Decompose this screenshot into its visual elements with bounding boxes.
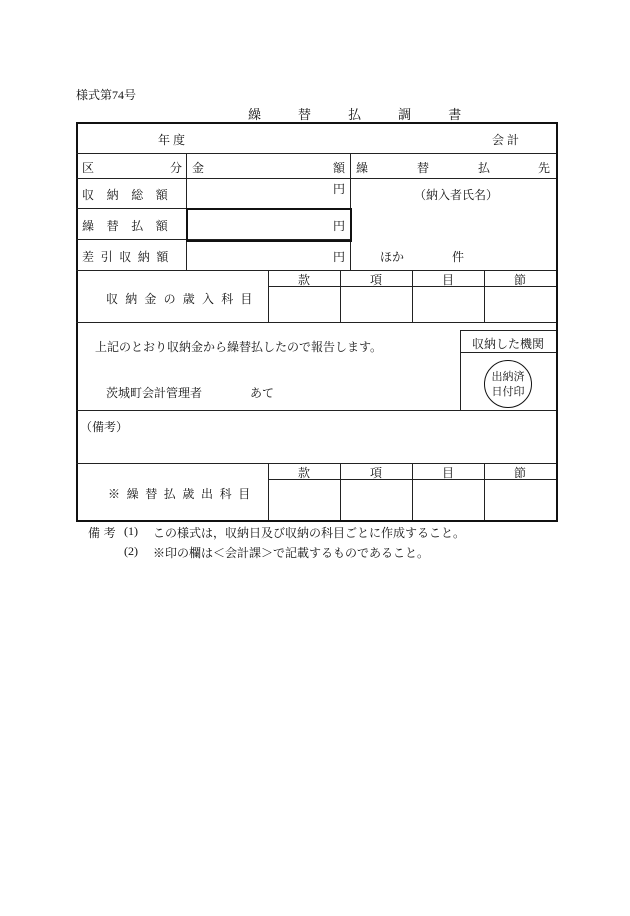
notes-label: 備考 [88, 526, 120, 540]
remarks-label: （備考） [80, 420, 129, 434]
column-setsu: 節 [513, 273, 526, 287]
form-number: 様式第74号 [76, 88, 137, 102]
header-amount: 額 [333, 161, 346, 175]
addressee-suffix: あて [250, 386, 275, 400]
withholding-amount-field[interactable] [186, 208, 352, 242]
header-payee: 払 [478, 161, 491, 175]
payer-name-label: （納入者氏名） [414, 188, 499, 202]
divider [76, 178, 556, 179]
revenue-subject-label: 収納金の歳入科目 [106, 292, 260, 306]
column-kan: 款 [297, 466, 310, 480]
date-stamp-icon [484, 360, 532, 408]
addressee: 茨城町会計管理者 [106, 386, 203, 400]
others-label: ほか [380, 250, 405, 264]
divider [76, 153, 556, 154]
header-category: 区 [82, 161, 95, 175]
header-payee: 繰 [356, 161, 369, 175]
account-label: 会 計 [492, 133, 520, 147]
row-label-total: 収納総額 [82, 188, 181, 202]
yen-unit: 円 [333, 182, 346, 196]
column-kou: 項 [369, 273, 382, 287]
note-number: (1) [124, 524, 138, 538]
column-moku: 目 [441, 466, 454, 480]
yen-unit: 円 [333, 219, 346, 233]
column-moku: 目 [441, 273, 454, 287]
row-label-net: 差引収納額 [82, 250, 176, 264]
header-amount: 金 [192, 161, 205, 175]
header-payee: 先 [538, 161, 551, 175]
column-setsu: 節 [513, 466, 526, 480]
expense-subject-label: ※繰替払歳出科目 [108, 487, 257, 501]
stamp-line: 出納済 [491, 370, 525, 383]
divider [76, 322, 556, 323]
column-kou: 項 [369, 466, 382, 480]
yen-unit: 円 [333, 250, 346, 264]
statement-text: 上記のとおり収納金から繰替払したので報告します。 [95, 340, 383, 354]
receiving-institution-label: 収納した機関 [471, 337, 544, 351]
header-category: 分 [170, 161, 183, 175]
stamp-line: 日付印 [491, 385, 525, 398]
note-text: この様式は，収納日及び収納の科目ごとに作成すること。 [153, 526, 466, 540]
fiscal-year-label: 年 度 [158, 133, 186, 147]
row-label-withholding: 繰替払額 [82, 219, 181, 233]
divider [460, 352, 556, 353]
document-title: 繰 替 払 調 書 [248, 107, 479, 122]
count-label: 件 [452, 250, 465, 264]
column-kan: 款 [297, 273, 310, 287]
header-payee: 替 [417, 161, 430, 175]
note-text: ※印の欄は＜会計課＞で記載するものであること。 [153, 546, 430, 560]
note-number: (2) [124, 544, 138, 558]
